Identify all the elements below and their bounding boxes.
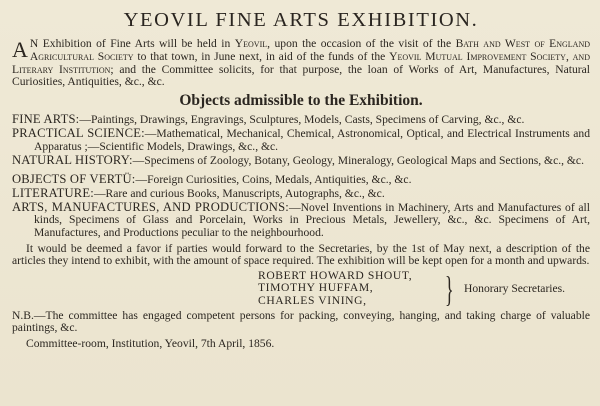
category-name: PRACTICAL SCIENCE: — [12, 126, 145, 141]
secretary-name: TIMOTHY HUFFAM, — [258, 281, 374, 295]
category-text: —Specimens of Zoology, Botany, Geology, Mineralogy, Geological Maps and Sections, &c., &c. — [132, 153, 584, 167]
section-heading: Objects admissible to the Exhibition. — [179, 92, 423, 110]
category-fine-arts — [12, 113, 590, 127]
intro-society: Bath and West of England Agricultural Society — [29, 37, 590, 63]
category-name: LITERATURE: — [12, 185, 94, 200]
secretaries-block — [12, 270, 590, 308]
page-title: YEOVIL FINE ARTS EXHIBITION. — [123, 9, 479, 31]
brace-glyph: } — [445, 268, 454, 309]
secretary-names — [258, 270, 412, 308]
intro-text-3: to that town, in June next, in aid of the funds of the — [133, 49, 390, 63]
category-name: OBJECTS OF VERTÜ: — [12, 171, 136, 186]
category-text: —Mathematical, Mechanical, Chemical, Astronomical, Optical, and Electrical Instruments and Apparatus ;—Scientific Models, Drawings, &c., &c. — [34, 127, 590, 153]
intro-yeovil: Yeovil — [234, 37, 268, 50]
intro-text-2: , upon the occasion of the visit of the — [267, 37, 456, 50]
category-text: —Foreign Curiosities, Coins, Medals, Antiquities, &c., &c. — [135, 172, 412, 186]
category-objects-of-vertu — [12, 173, 590, 187]
category-arts-manufactures — [12, 201, 590, 240]
category-natural-history — [12, 154, 590, 168]
intro-institution: Yeovil Mutual Improvement Society, and Literary Institution — [12, 49, 590, 76]
drop-cap: A — [12, 37, 28, 62]
secretaries-role: Honorary Secretaries. — [464, 281, 566, 295]
category-name: ARTS, MANUFACTURES, AND PRODUCTIONS: — [12, 199, 289, 214]
category-practical-science — [12, 127, 590, 153]
category-text: —Novel Inventions in Machinery, Arts and Manufactures of all kinds, Specimens of Glass and Porcelain, Works in Precious Metals, Jewellery, &c., &c. Specimens of Art, Manufactures, and Productions peculiar to the neighbourhood. — [34, 200, 590, 239]
category-name: NATURAL HISTORY: — [12, 152, 133, 167]
category-list — [12, 113, 590, 239]
category-literature — [12, 187, 590, 201]
intro-text-4: ; and the Committee solicits, for that purpose, the loan of Works of Art, Manufactures, Natural Curiosities, Antiquities, &c., &c. — [12, 62, 590, 89]
secretary-name: CHARLES VINING, — [258, 293, 367, 307]
notice-paragraph: It would be deemed a favor if parties would forward to the Secretaries, by the 1st of May next, a description of the articles they intend to exhibit, with the amount of space required. The exhibition will be kept open for a month and upwards. — [12, 241, 590, 268]
intro-paragraph — [12, 38, 590, 89]
footer-signoff: Committee-room, Institution, Yeovil, 7th April, 1856. — [26, 336, 275, 350]
secretary-name: ROBERT HOWARD SHOUT, — [258, 268, 413, 282]
category-text: —Rare and curious Books, Manuscripts, Autographs, &c., &c. — [93, 186, 385, 200]
category-text: —Paintings, Drawings, Engravings, Sculptures, Models, Casts, Specimens of Carving, &c., &c. — [79, 113, 525, 127]
nb-paragraph: N.B.—The committee has engaged competent persons for packing, conveying, hanging, and taking charge of valuable paintings, &c. — [12, 308, 590, 335]
category-name: FINE ARTS: — [12, 112, 80, 127]
intro-text-1: N Exhibition of Fine Arts will be held in — [29, 37, 235, 50]
